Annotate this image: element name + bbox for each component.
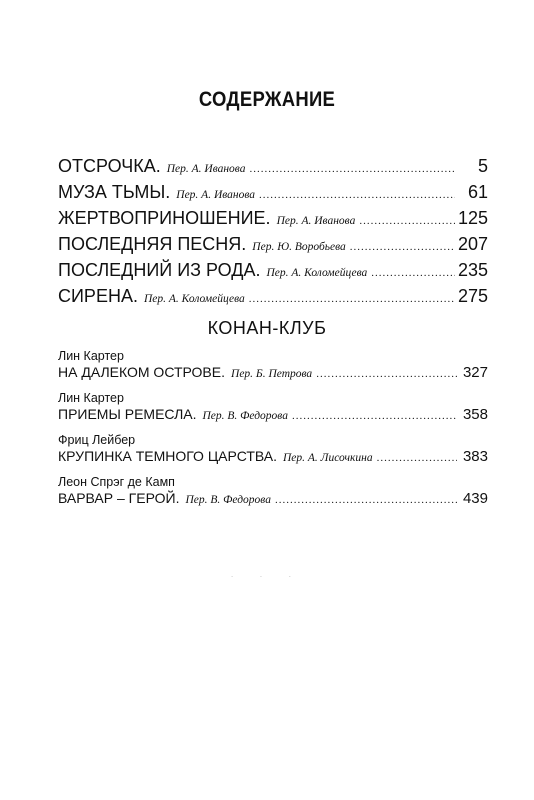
dot-leader [377,452,457,464]
entry-author: Лин Картер [58,349,124,363]
toc-entry[interactable] [58,286,488,312]
page-title: СОДЕРЖАНИЕ [198,88,336,111]
entry-translator: Пер. А. Иванова [276,215,356,227]
toc-entry[interactable] [58,182,488,208]
entry-page-number: 125 [457,208,488,228]
toc-entry[interactable] [58,490,488,510]
dot-leader [350,241,455,253]
entry-title: МУЗА ТЬМЫ. [58,182,171,202]
section-heading: КОНАН-КЛУБ [207,318,327,338]
entry-title: ВАРВАР – ГЕРОЙ. [58,490,180,506]
dot-leader [249,293,455,305]
entry-translator: Пер. А. Лисочкина [283,452,373,464]
toc-entry[interactable] [58,234,488,260]
entry-translator: Пер. Ю. Воробьева [252,241,346,253]
toc-entry[interactable] [58,364,488,384]
toc-entry[interactable] [58,260,488,286]
entry-author: Лин Картер [58,391,124,405]
dot-leader [292,410,457,422]
entry-translator: Пер. В. Федорова [185,494,271,506]
entry-page-number: 383 [462,448,488,465]
entry-title: ПОСЛЕДНИЙ ИЗ РОДА. [58,260,261,280]
dot-leader [371,267,455,279]
club-contents-list [58,348,488,516]
entry-title: НА ДАЛЕКОМ ОСТРОВЕ. [58,364,226,380]
entry-title: ПОСЛЕДНЯЯ ПЕСНЯ. [58,234,247,254]
entry-page-number: 235 [457,260,488,280]
dot-leader [259,189,455,201]
dot-leader [359,215,455,227]
toc-entry[interactable] [58,406,488,426]
dot-leader [275,494,457,506]
entry-translator: Пер. А. Иванова [166,163,246,175]
entry-author: Леон Спрэг де Камп [58,475,175,489]
entry-page-number: 358 [462,406,488,423]
entry-translator: Пер. А. Коломейцева [143,293,245,305]
entry-title: ОТСРОЧКА. [58,156,161,176]
entry-author: Фриц Лейбер [58,433,136,447]
entry-title: СИРЕНА. [58,286,138,306]
dot-leader [316,368,457,380]
entry-translator: Пер. В. Федорова [202,410,288,422]
entry-title: КРУПИНКА ТЕМНОГО ЦАРСТВА. [58,448,277,464]
entry-page-number: 439 [462,490,488,507]
entry-translator: Пер. Б. Петрова [231,368,313,380]
entry-page-number: 5 [477,156,488,176]
entry-title: ПРИЕМЫ РЕМЕСЛА. [58,406,197,422]
entry-page-number: 61 [467,182,488,202]
entry-page-number: 207 [457,234,488,254]
main-contents-list [58,156,488,312]
toc-entry[interactable] [58,448,488,468]
toc-entry[interactable] [58,208,488,234]
entry-translator: Пер. А. Иванова [176,189,256,201]
toc-entry[interactable] [58,156,488,182]
entry-title: ЖЕРТВОПРИНОШЕНИЕ. [58,208,271,228]
entry-page-number: 327 [462,364,488,381]
scan-speckles: · · · [230,572,304,581]
dot-leader [249,163,455,175]
entry-page-number: 275 [457,286,488,306]
entry-translator: Пер. А. Коломейцева [266,267,368,279]
